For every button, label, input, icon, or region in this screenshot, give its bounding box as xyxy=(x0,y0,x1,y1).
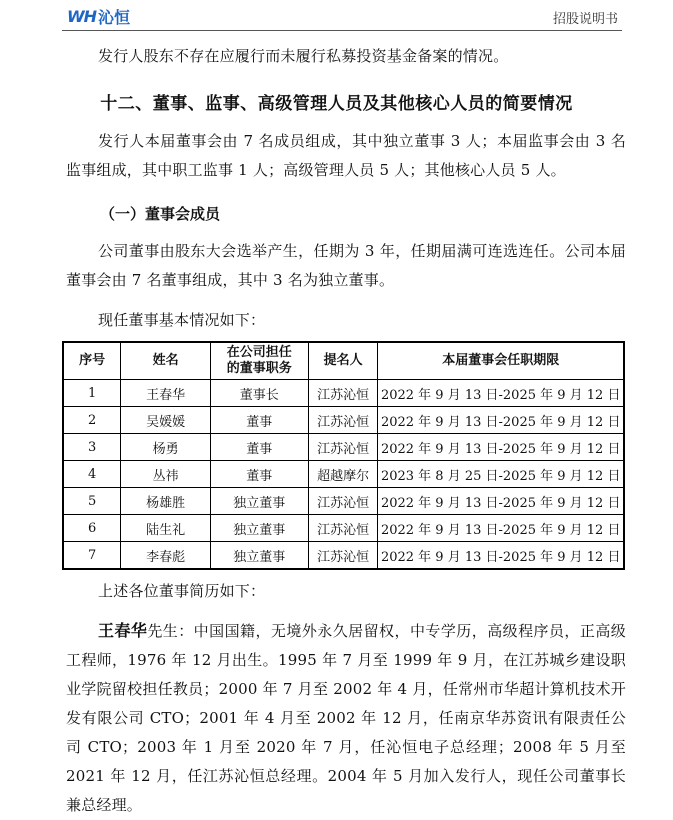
bio-paragraph xyxy=(66,616,626,820)
header-divider xyxy=(62,30,622,31)
cell-term: 2023 年 8 月 25 日-2025 年 9 月 12 日 xyxy=(378,461,624,488)
cell-position: 独立董事 xyxy=(210,515,308,542)
directors-table xyxy=(62,341,625,570)
table-row xyxy=(63,407,624,434)
cell-nominator: 江苏沁恒 xyxy=(308,515,378,542)
table-row xyxy=(63,434,624,461)
cell-nominator: 江苏沁恒 xyxy=(308,407,378,434)
cell-term: 2022 年 9 月 13 日-2025 年 9 月 12 日 xyxy=(378,407,624,434)
cell-index: 1 xyxy=(63,380,121,407)
bio-text: 先生：中国国籍，无境外永久居留权，中专学历，高级程序员，正高级工程师，1976 年 12 月出生。1995 年 7 月至 1999 年 9 月，在江苏城乡建设职业学院留校担任教员；2000 年 7 月至 2002 年 4 月，任常州市华超计算机技术开发有限公司 CTO；2001 年 4 月至 2002 年 12 月，任南京华苏资讯有限责任公司 CTO；2003 年 1 月至 2020 年 7 月，任沁恒电子总经理；2008 年 5 月至 2021 年 12 月，任江苏沁恒总经理。2004 年 5 月加入发行人，现任公司董事长兼总经理。 xyxy=(66,622,626,814)
cell-term: 2022 年 9 月 13 日-2025 年 9 月 12 日 xyxy=(378,542,624,570)
cell-position: 独立董事 xyxy=(210,542,308,570)
bio-name: 王春华 xyxy=(98,621,148,640)
cell-nominator: 江苏沁恒 xyxy=(308,380,378,407)
cell-index: 7 xyxy=(63,542,121,570)
table-row xyxy=(63,380,624,407)
header-name: 姓名 xyxy=(121,342,211,380)
cell-name: 杨雄胜 xyxy=(121,488,211,515)
section-title: 十二、董事、监事、高级管理人员及其他核心人员的简要情况 xyxy=(100,94,573,114)
table-header-row xyxy=(63,342,624,380)
cell-index: 6 xyxy=(63,515,121,542)
cell-index: 2 xyxy=(63,407,121,434)
cell-position: 董事长 xyxy=(210,380,308,407)
cell-nominator: 江苏沁恒 xyxy=(308,488,378,515)
table-intro: 现任董事基本情况如下： xyxy=(98,311,266,329)
table-row xyxy=(63,542,624,570)
cell-index: 3 xyxy=(63,434,121,461)
cell-term: 2022 年 9 月 13 日-2025 年 9 月 12 日 xyxy=(378,515,624,542)
table-row xyxy=(63,461,624,488)
logo-mark: WH xyxy=(67,6,97,26)
bio-intro: 上述各位董事简历如下： xyxy=(98,582,266,600)
cell-term: 2022 年 9 月 13 日-2025 年 9 月 12 日 xyxy=(378,488,624,515)
header-position-label: 在公司担任的董事职务 xyxy=(226,345,292,376)
cell-nominator: 江苏沁恒 xyxy=(308,542,378,570)
cell-name: 杨勇 xyxy=(121,434,211,461)
cell-position: 独立董事 xyxy=(210,488,308,515)
cell-nominator: 江苏沁恒 xyxy=(308,434,378,461)
cell-name: 李春彪 xyxy=(121,542,211,570)
table-row xyxy=(63,515,624,542)
intro-paragraph: 发行人股东不存在应履行而未履行私募投资基金备案的情况。 xyxy=(98,47,509,65)
company-logo xyxy=(67,5,130,27)
header-term: 本届董事会任职期限 xyxy=(378,342,624,380)
cell-position: 董事 xyxy=(210,434,308,461)
page-header xyxy=(62,0,622,31)
document-title: 招股说明书 xyxy=(552,12,618,27)
cell-index: 5 xyxy=(63,488,121,515)
cell-position: 董事 xyxy=(210,407,308,434)
table-row xyxy=(63,488,624,515)
cell-term: 2022 年 9 月 13 日-2025 年 9 月 12 日 xyxy=(378,434,624,461)
logo-text: 沁恒 xyxy=(98,7,131,27)
cell-position: 董事 xyxy=(210,461,308,488)
header-nominator: 提名人 xyxy=(308,342,378,380)
subsection-title: （一）董事会成员 xyxy=(100,205,221,223)
cell-name: 陆生礼 xyxy=(121,515,211,542)
summary-paragraph: 发行人本届董事会由 7 名成员组成，其中独立董事 3 人；本届监事会由 3 名监事组成，其中职工监事 1 人；高级管理人员 5 人；其他核心人员 5 人。 xyxy=(66,132,626,179)
cell-name: 吴媛媛 xyxy=(121,407,211,434)
header-position xyxy=(210,342,308,380)
cell-name: 丛祎 xyxy=(121,461,211,488)
cell-name: 王春华 xyxy=(121,380,211,407)
header-index: 序号 xyxy=(63,342,121,380)
cell-nominator: 超越摩尔 xyxy=(308,461,378,488)
cell-index: 4 xyxy=(63,461,121,488)
board-paragraph: 公司董事由股东大会选举产生，任期为 3 年，任期届满可连选连任。公司本届董事会由 7 名董事组成，其中 3 名为独立董事。 xyxy=(66,242,626,289)
cell-term: 2022 年 9 月 13 日-2025 年 9 月 12 日 xyxy=(378,380,624,407)
